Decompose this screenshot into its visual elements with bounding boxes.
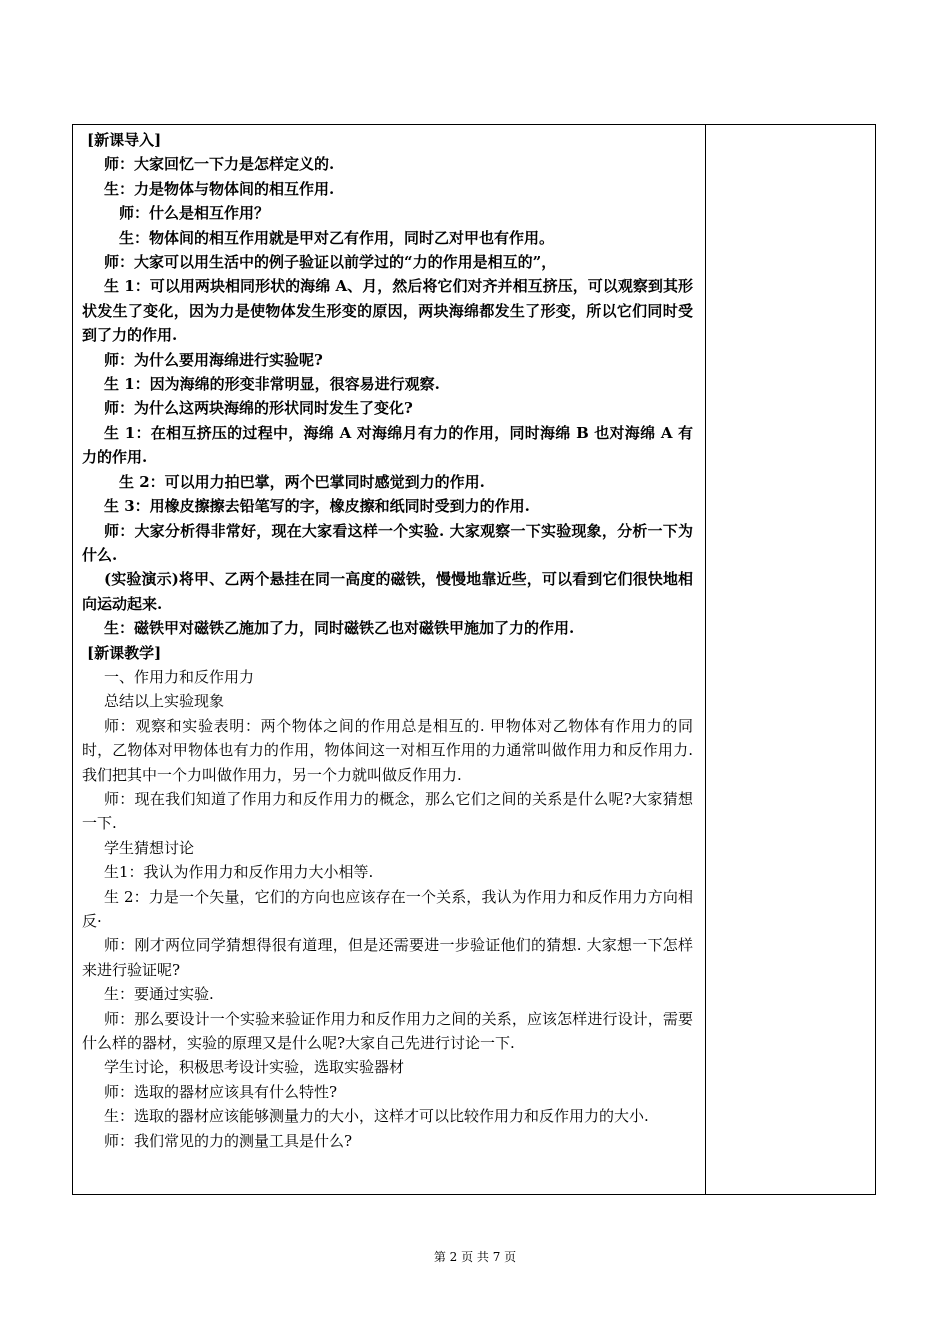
paragraph: 生1：我认为作用力和反作用力大小相等. <box>104 863 374 882</box>
paragraph: 生 3：用橡皮擦擦去铅笔写的字，橡皮擦和纸同时受到力的作用. <box>104 497 530 516</box>
paragraph: 师：大家可以用生活中的例子验证以前学过的“力的作用是相互的”， <box>104 253 557 272</box>
paragraph: 师：为什么要用海绵进行实验呢? <box>104 350 323 369</box>
paragraph: 师：现在我们知道了作用力和反作用力的概念，那么它们之间的关系是什么呢?大家猜想一下. <box>82 789 693 833</box>
paragraph: 生：力是物体与物体间的相互作用. <box>104 179 335 198</box>
paragraph: 师：大家分析得非常好，现在大家看这样一个实验. 大家观察一下实验现象，分析一下为什么. <box>82 521 693 564</box>
paragraph: 师：我们常见的力的测量工具是什么? <box>104 1131 353 1150</box>
paragraph: 生 1：在相互挤压的过程中，海绵 A 对海绵月有力的作用，同时海绵 B 也对海绵 A 有力的作用. <box>82 423 693 467</box>
paragraph: 学生讨论，积极思考设计实验，选取实验器材 <box>104 1058 405 1077</box>
paragraph: 总结以上实验现象 <box>104 692 225 711</box>
paragraph: [新课导入] <box>87 131 162 149</box>
notes-cell <box>705 125 876 1194</box>
paragraph: 生：物体间的相互作用就是甲对乙有作用，同时乙对甲也有作用。 <box>119 228 555 247</box>
paragraph: 生：选取的器材应该能够测量力的大小，这样才可以比较作用力和反作用力的大小. <box>104 1107 649 1126</box>
paragraph: 生：磁铁甲对磁铁乙施加了力，同时磁铁乙也对磁铁甲施加了力的作用. <box>104 619 575 638</box>
paragraph: 师：刚才两位同学猜想得很有道理，但是还需要进一步验证他们的猜想. 大家想一下怎样来进行验证呢? <box>82 936 693 979</box>
paragraph: 师：大家回忆一下力是怎样定义的. <box>104 155 335 174</box>
page-footer: 第 2 页 共 7 页 <box>433 1250 517 1264</box>
paragraph: 生：要通过实验. <box>104 985 214 1004</box>
paragraph: 师：观察和实验表明：两个物体之间的作用总是相互的. 甲物体对乙物体有作用力的同时，乙物体对甲物体也有力的作用，物体间这一对相互作用的力通常叫做作用力和反作用力. 我们把其中一个力叫做作用力，另一个力就叫做反作用力. <box>82 716 693 784</box>
paragraph: 学生猜想讨论 <box>104 838 195 857</box>
paragraph: 师：选取的器材应该具有什么特性? <box>104 1082 338 1101</box>
paragraph: 生 2：力是一个矢量，它们的方向也应该存在一个关系，我认为作用力和反作用力方向相反· <box>82 887 693 930</box>
paragraph: [新课教学] <box>87 643 162 662</box>
paragraph: 生 1：因为海绵的形变非常明显，很容易进行观察. <box>104 375 440 394</box>
lesson-table <box>72 124 876 1195</box>
paragraph: 师：为什么这两块海绵的形状同时发生了变化? <box>104 399 413 418</box>
paragraph: 师：那么要设计一个实验来验证作用力和反作用力之间的关系，应该怎样进行设计，需要什么样的器材，实验的原理又是什么呢?大家自己先进行讨论一下. <box>82 1009 693 1053</box>
paragraph: 一、作用力和反作用力 <box>104 667 255 686</box>
paragraph: 生 2：可以用力拍巴掌，两个巴掌同时感觉到力的作用. <box>119 472 485 491</box>
paragraph: (实验演示)将甲、乙两个悬挂在同一高度的磁铁，慢慢地靠近些，可以看到它们很快地相向运动起来. <box>82 570 693 613</box>
lesson-content-cell <box>73 125 705 1194</box>
paragraph: 生 1：可以用两块相同形状的海绵 A、月，然后将它们对齐并相互挤压，可以观察到其形状发生了变化，因为力是使物体发生形变的原因，两块海绵都发生了形变，所以它们同时受到了力的作用. <box>82 277 693 345</box>
paragraph: 师：什么是相互作用？ <box>119 204 270 223</box>
